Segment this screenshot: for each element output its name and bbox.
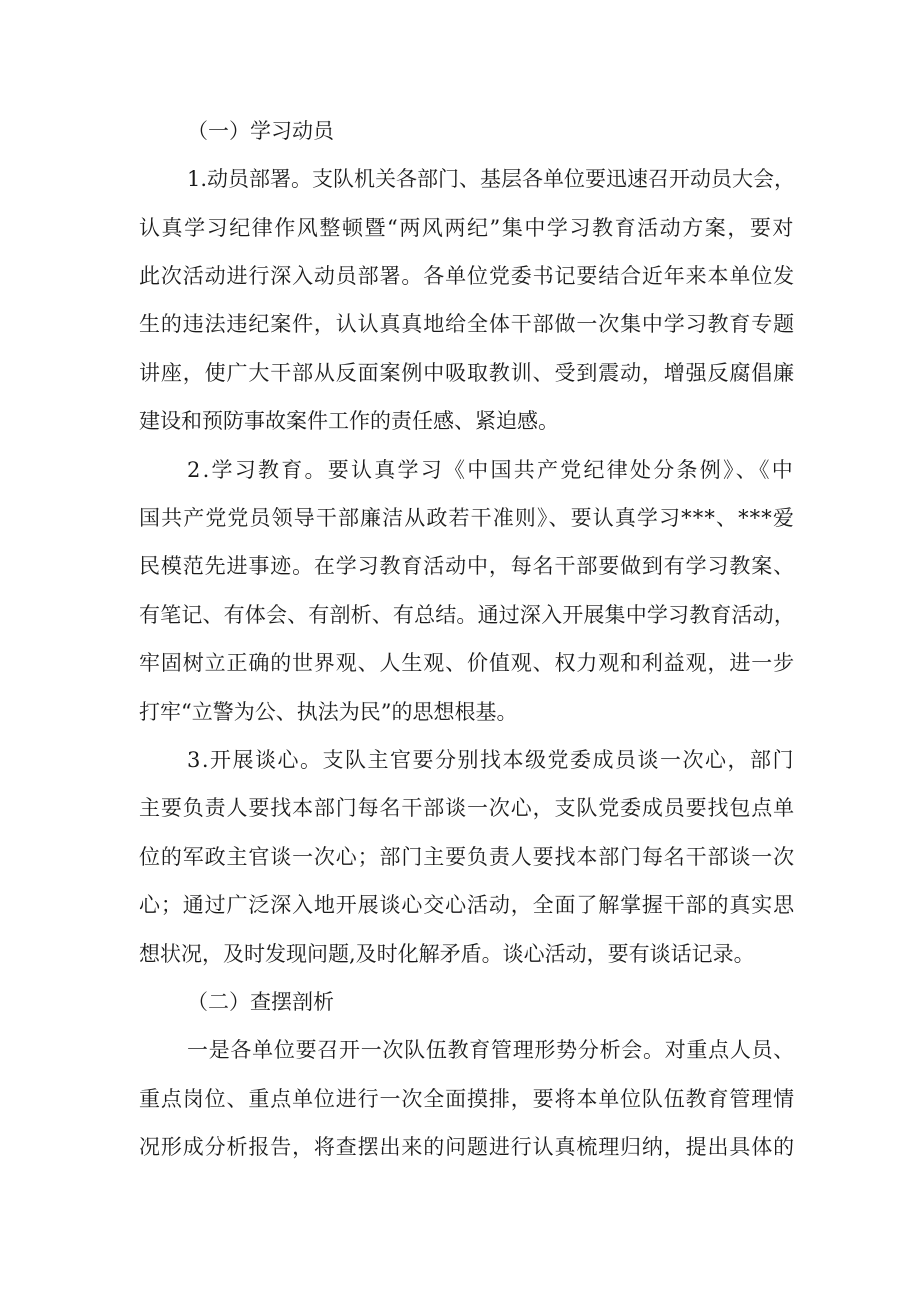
paragraph-line: 建设和预防事故案件工作的责任感、紧迫感。	[139, 409, 559, 433]
paragraph-line: 一是各单位要召开一次队伍教育管理形势分析会。对重点人员、	[187, 1038, 795, 1062]
paragraph-line: 位的军政主官谈一次心；部门主要负责人要找本部门每名干部谈一次	[139, 845, 795, 869]
paragraph-line: 2.学习教育。要认真学习《中国共产党纪律处分条例》、《中	[187, 458, 795, 482]
paragraph-line: 想状况，及时发现问题,及时化解矛盾。谈心活动，要有谈话记录。	[139, 942, 755, 966]
paragraph-line: 生的违法违纪案件，认认真真地给全体干部做一次集中学习教育专题	[139, 312, 795, 336]
paragraph-line: 打牢“立警为公、执法为民”的思想根基。	[139, 700, 518, 724]
section-heading-2: （二）查摆剖析	[187, 990, 334, 1014]
paragraph-line: 此次活动进行深入动员部署。各单位党委书记要结合近年来本单位发	[139, 264, 795, 288]
section-heading-1: （一）学习动员	[187, 119, 334, 143]
paragraph-line: 1.动员部署。支队机关各部门、基层各单位要迅速召开动员大会，	[187, 167, 795, 191]
paragraph-line: 认真学习纪律作风整顿暨“两风两纪”集中学习教育活动方案，要对	[139, 216, 795, 240]
paragraph-line: 讲座，使广大干部从反面案例中吸取教训、受到震动，增强反腐倡廉	[139, 361, 795, 385]
paragraph-line: 重点岗位、重点单位进行一次全面摸排，要将本单位队伍教育管理情	[139, 1087, 795, 1111]
paragraph-line: 心；通过广泛深入地开展谈心交心活动，全面了解掌握干部的真实思	[139, 893, 795, 917]
paragraph-line: 主要负责人要找本部门每名干部谈一次心，支队党委成员要找包点单	[139, 796, 795, 820]
paragraph-line: 3.开展谈心。支队主官要分别找本级党委成员谈一次心，部门	[187, 748, 795, 772]
paragraph-line: 国共产党党员领导干部廉洁从政若干准则》、要认真学习***、***爱	[139, 506, 795, 530]
paragraph-line: 民模范先进事迹。在学习教育活动中，每名干部要做到有学习教案、	[139, 554, 795, 578]
paragraph-line: 牢固树立正确的世界观、人生观、价值观、权力观和利益观，进一步	[139, 651, 795, 675]
paragraph-line: 有笔记、有体会、有剖析、有总结。通过深入开展集中学习教育活动，	[139, 603, 795, 627]
paragraph-line: 况形成分析报告，将查摆出来的问题进行认真梳理归纳，提出具体的	[139, 1135, 795, 1159]
